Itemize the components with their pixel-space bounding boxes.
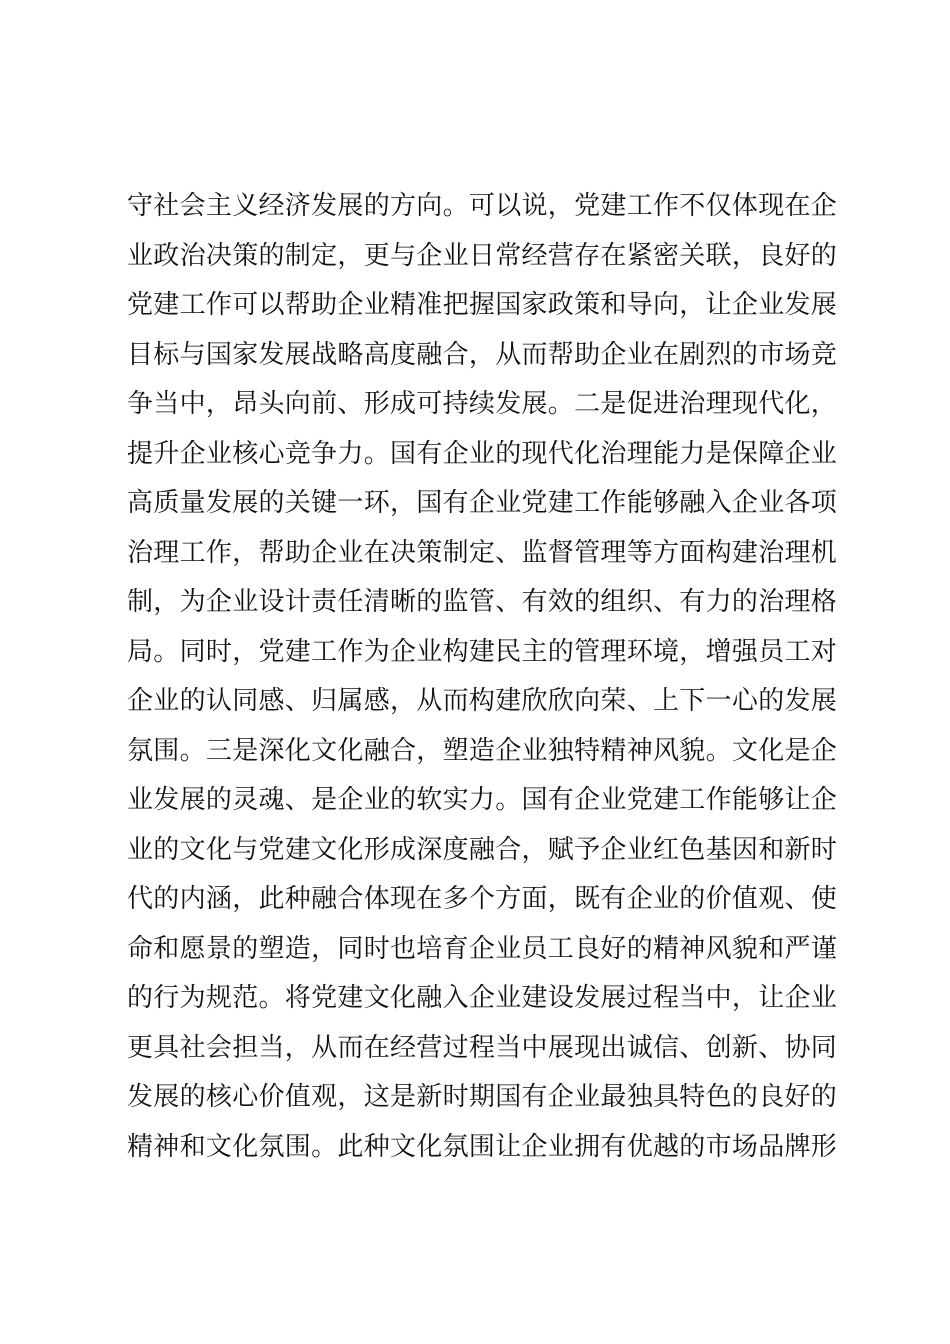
- text-line: 业政治决策的制定，更与企业日常经营存在紧密关联，良好的: [127, 240, 838, 271]
- text-line: 制，为企业设计责任清晰的监管、有效的组织、有力的治理格: [127, 587, 838, 617]
- text-line: 业的文化与党建文化形成深度融合，赋予企业红色基因和新时: [127, 834, 838, 865]
- text-line: 争当中，昂头向前、形成可持续发展。二是促进治理现代化，: [127, 389, 838, 419]
- text-line: 目标与国家发展战略高度融合，从而帮助企业在剧烈的市场竞: [127, 339, 838, 370]
- text-line: 企业的认同感、归属感，从而构建欣欣向荣、上下一心的发展: [127, 686, 838, 716]
- text-line: 业发展的灵魂、是企业的软实力。国有企业党建工作能够让企: [127, 785, 838, 815]
- text-line: 局。同时，党建工作为企业构建民主的管理环境，增强员工对: [127, 636, 838, 667]
- text-line: 高质量发展的关键一环，国有企业党建工作能够融入企业各项: [127, 488, 838, 518]
- text-line: 治理工作，帮助企业在决策制定、监督管理等方面构建治理机: [127, 537, 838, 568]
- text-line: 代的内涵，此种融合体现在多个方面，既有企业的价值观、使: [127, 884, 838, 914]
- body-paragraph: [127, 182, 837, 1172]
- text-line: 的行为规范。将党建文化融入企业建设发展过程当中，让企业: [127, 983, 838, 1013]
- text-line: 更具社会担当，从而在经营过程当中展现出诚信、创新、协同: [127, 1032, 838, 1063]
- text-line: 精神和文化氛围。此种文化氛围让企业拥有优越的市场品牌形: [127, 1131, 838, 1162]
- text-line: 提升企业核心竞争力。国有企业的现代化治理能力是保障企业: [127, 438, 838, 469]
- text-line: 氛围。三是深化文化融合，塑造企业独特精神风貌。文化是企: [127, 735, 838, 766]
- text-line: 命和愿景的塑造，同时也培育企业员工良好的精神风貌和严谨: [127, 933, 838, 964]
- text-line: 党建工作可以帮助企业精准把握国家政策和导向，让企业发展: [127, 290, 838, 320]
- text-line: 守社会主义经济发展的方向。可以说，党建工作不仅体现在企: [127, 191, 838, 221]
- text-line: 发展的核心价值观，这是新时期国有企业最独具特色的良好的: [127, 1082, 838, 1112]
